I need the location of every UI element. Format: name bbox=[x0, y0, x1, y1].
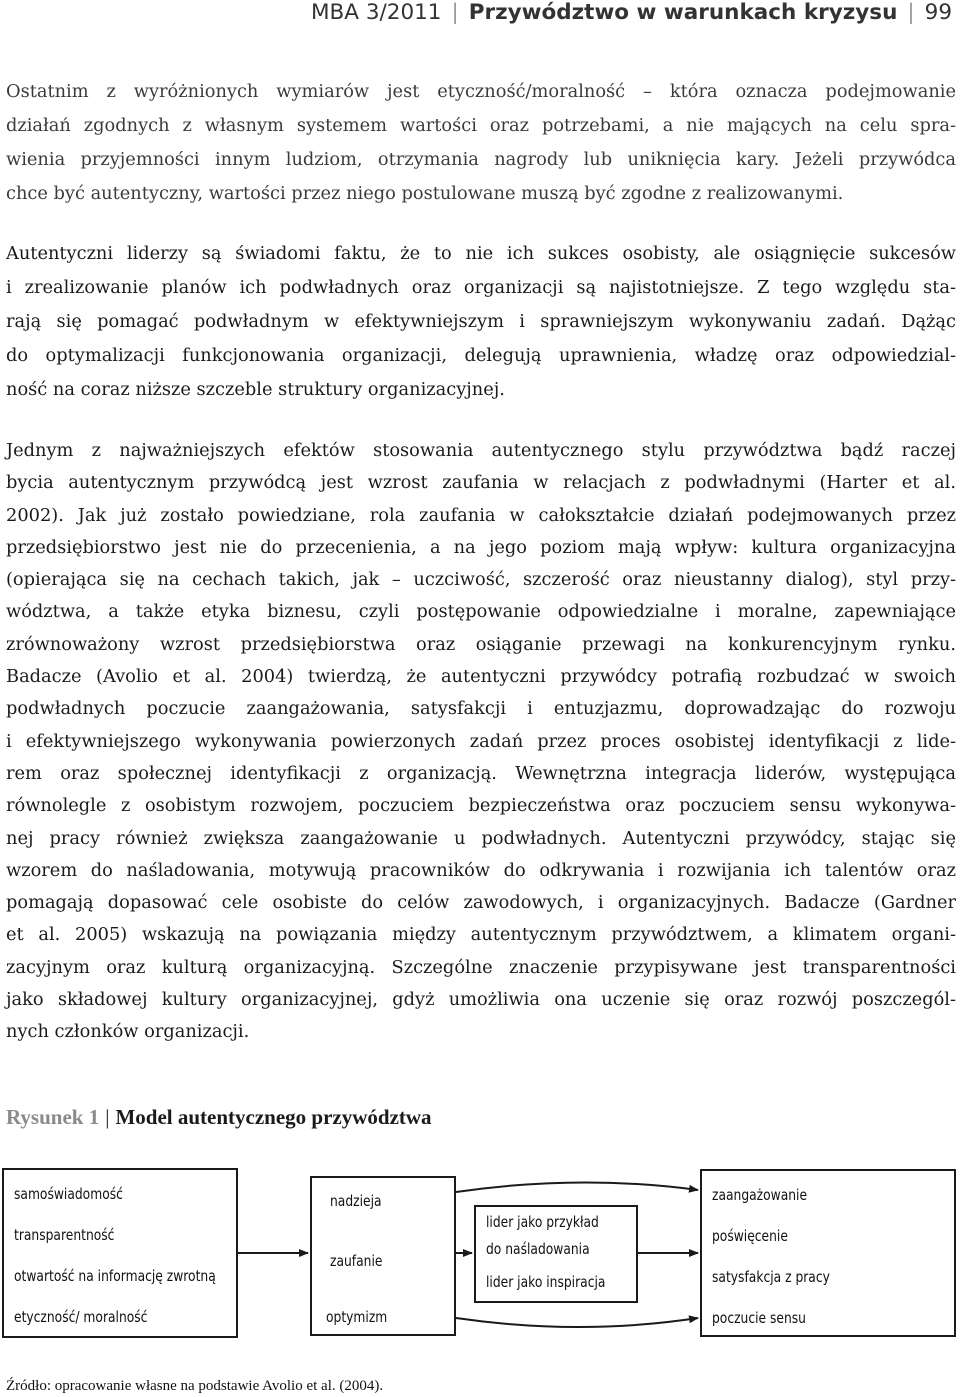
text-line: Autentyczni liderzy są świadomi faktu, że to nie ich sukces osobisty, ale osiągnięcie sukcesów bbox=[6, 243, 956, 264]
text-line: rem oraz społecznej identyfikacji z organizacją. Wewnętrzna integracja liderów, występująca bbox=[6, 762, 956, 784]
authentic-leadership-diagram bbox=[0, 1168, 960, 1348]
text-line: 2002). Jak już zostało powiedziane, rola zaufania w całokształcie działań podejmowanych przez bbox=[6, 504, 956, 526]
arrow-middle-to-right-top bbox=[456, 1182, 698, 1192]
text-line: do optymalizacji funkcjonowania organizacji, delegują uprawnienia, władzę oraz odpowiedzial- bbox=[6, 345, 956, 366]
header-separator: | bbox=[451, 0, 459, 25]
figure-label: Rysunek 1 bbox=[6, 1105, 100, 1129]
box-item: do naśladowania bbox=[486, 1240, 590, 1258]
header-separator-2: | bbox=[907, 0, 915, 25]
text-line: ność na coraz niższe szczeble struktury organizacyjnej. bbox=[6, 379, 505, 400]
text-line: rają się pomagać podwładnym w efektywniejszym i sprawniejszym wykonywaniu zadań. Dążąc bbox=[6, 311, 956, 332]
text-line: wienia przyjemności innym ludziom, otrzymania nagrody lub uniknięcia kary. Jeżeli przywódca bbox=[6, 149, 956, 170]
text-line: jako składowej kultury organizacyjnej, gdyż umożliwia ona uczenie się oraz rozwój poszczegól- bbox=[6, 989, 956, 1011]
text-line: równolegle z osobistym rozwojem, poczuciem bezpieczeństwa oraz poczuciem sensu wykonywa- bbox=[6, 795, 956, 817]
box-item: lider jako inspiracja bbox=[486, 1273, 606, 1291]
text-line: et al. 2005) wskazują na powiązania między autentycznym przywództwem, a klimatem organi- bbox=[6, 924, 956, 946]
text-line: przedsiębiorstwo jest nie do przecenienia, a na jego poziom mają wpływ: kultura organizacyjna bbox=[6, 536, 956, 558]
paragraph-3 bbox=[6, 435, 956, 1049]
box-item: poświęcenie bbox=[712, 1227, 788, 1245]
box-item: samoświadomość bbox=[14, 1185, 123, 1203]
figure-source: Źródło: opracowanie własne na podstawie Avolio et al. (2004). bbox=[6, 1378, 384, 1394]
box-item: etyczność/ moralność bbox=[14, 1308, 148, 1326]
box-item: zaufanie bbox=[330, 1252, 383, 1270]
box-leader-components bbox=[2, 1168, 238, 1338]
text-line: działań zgodnych z własnym systemem wartości oraz potrzebami, a nie mających na celu spra- bbox=[6, 115, 956, 136]
box-leader-role bbox=[474, 1205, 638, 1303]
box-follower-states bbox=[310, 1176, 456, 1336]
text-line: nych członków organizacji. bbox=[6, 1021, 250, 1043]
box-item: optymizm bbox=[326, 1308, 388, 1326]
box-outcomes bbox=[700, 1169, 956, 1337]
text-line: wództwa, a także etyka biznesu, czyli postępowanie odpowiedzialne i moralne, zapewniające bbox=[6, 601, 956, 623]
paragraph-1 bbox=[6, 75, 956, 211]
text-line: pomagają dopasować cele osobiste do celów zawodowych, i organizacyjnych. Badacze (Gardner bbox=[6, 892, 956, 914]
page-number: 99 bbox=[924, 0, 952, 25]
text-line: Badacze (Avolio et al. 2004) twierdzą, że autentyczni przywódcy potrafią rozbudzać w swoich bbox=[6, 666, 956, 688]
text-line: chce być autentyczny, wartości przez niego postulowane muszą być zgodne z realizowanymi. bbox=[6, 183, 844, 204]
text-line: Jednym z najważniejszych efektów stosowania autentycznego stylu przywództwa bądź raczej bbox=[6, 440, 956, 461]
box-item: transparentność bbox=[14, 1226, 115, 1244]
box-item: otwartość na informację zwrotną bbox=[14, 1267, 216, 1285]
paragraph-2 bbox=[6, 237, 956, 407]
figure-caption bbox=[6, 1102, 432, 1132]
text-line: podwładnych poczucie zaangażowania, satysfakcji i entuzjazmu, doprowadzając do rozwoju bbox=[6, 698, 956, 720]
text-line: wzorem do naśladowania, motywują pracowników do odkrywania i rozwijania ich talentów oraz bbox=[6, 859, 956, 881]
text-line: zrównoważony wzrost przedsiębiorstwa oraz osiąganie przewagi na konkurencyjnym rynku. bbox=[6, 633, 956, 655]
text-line: i efektywniejszego wykonywania powierzonych zadań przez proces osobistej identyfikacji z lide- bbox=[6, 730, 956, 752]
box-item: lider jako przykład bbox=[486, 1213, 599, 1231]
arrow-middle-to-right-bottom bbox=[456, 1318, 698, 1327]
text-line: i zrealizowanie planów ich podwładnych oraz organizacji są najistotniejsze. Z tego względu sta- bbox=[6, 277, 956, 298]
box-item: zaangażowanie bbox=[712, 1186, 808, 1204]
box-item: nadzieja bbox=[330, 1192, 382, 1210]
text-line: nej pracy również zwiększa zaangażowanie u podwładnych. Autentyczni przywódcy, stając się bbox=[6, 827, 956, 849]
text-line: (opierająca się na cechach takich, jak – uczciwość, szczerość oraz nieustanny dialog), styl przy- bbox=[6, 569, 956, 591]
box-item: poczucie sensu bbox=[712, 1309, 806, 1327]
journal-issue: MBA 3/2011 bbox=[311, 0, 442, 25]
text-line: zacyjnym oraz kulturą organizacyjną. Szczególne znaczenie przypisywane jest transparentności bbox=[6, 956, 956, 978]
figure-title: Model autentycznego przywództwa bbox=[115, 1105, 432, 1129]
caption-separator: | bbox=[105, 1105, 110, 1129]
text-line: Ostatnim z wyróżnionych wymiarów jest etyczność/moralność – która oznacza podejmowanie bbox=[6, 81, 956, 102]
running-header bbox=[311, 0, 952, 26]
section-title: Przywództwo w warunkach kryzysu bbox=[468, 0, 898, 25]
box-item: satysfakcja z pracy bbox=[712, 1268, 830, 1286]
text-line: bycia autentycznym przywódcą jest wzrost zaufania w relacjach z podwładnymi (Harter et al. bbox=[6, 472, 956, 494]
